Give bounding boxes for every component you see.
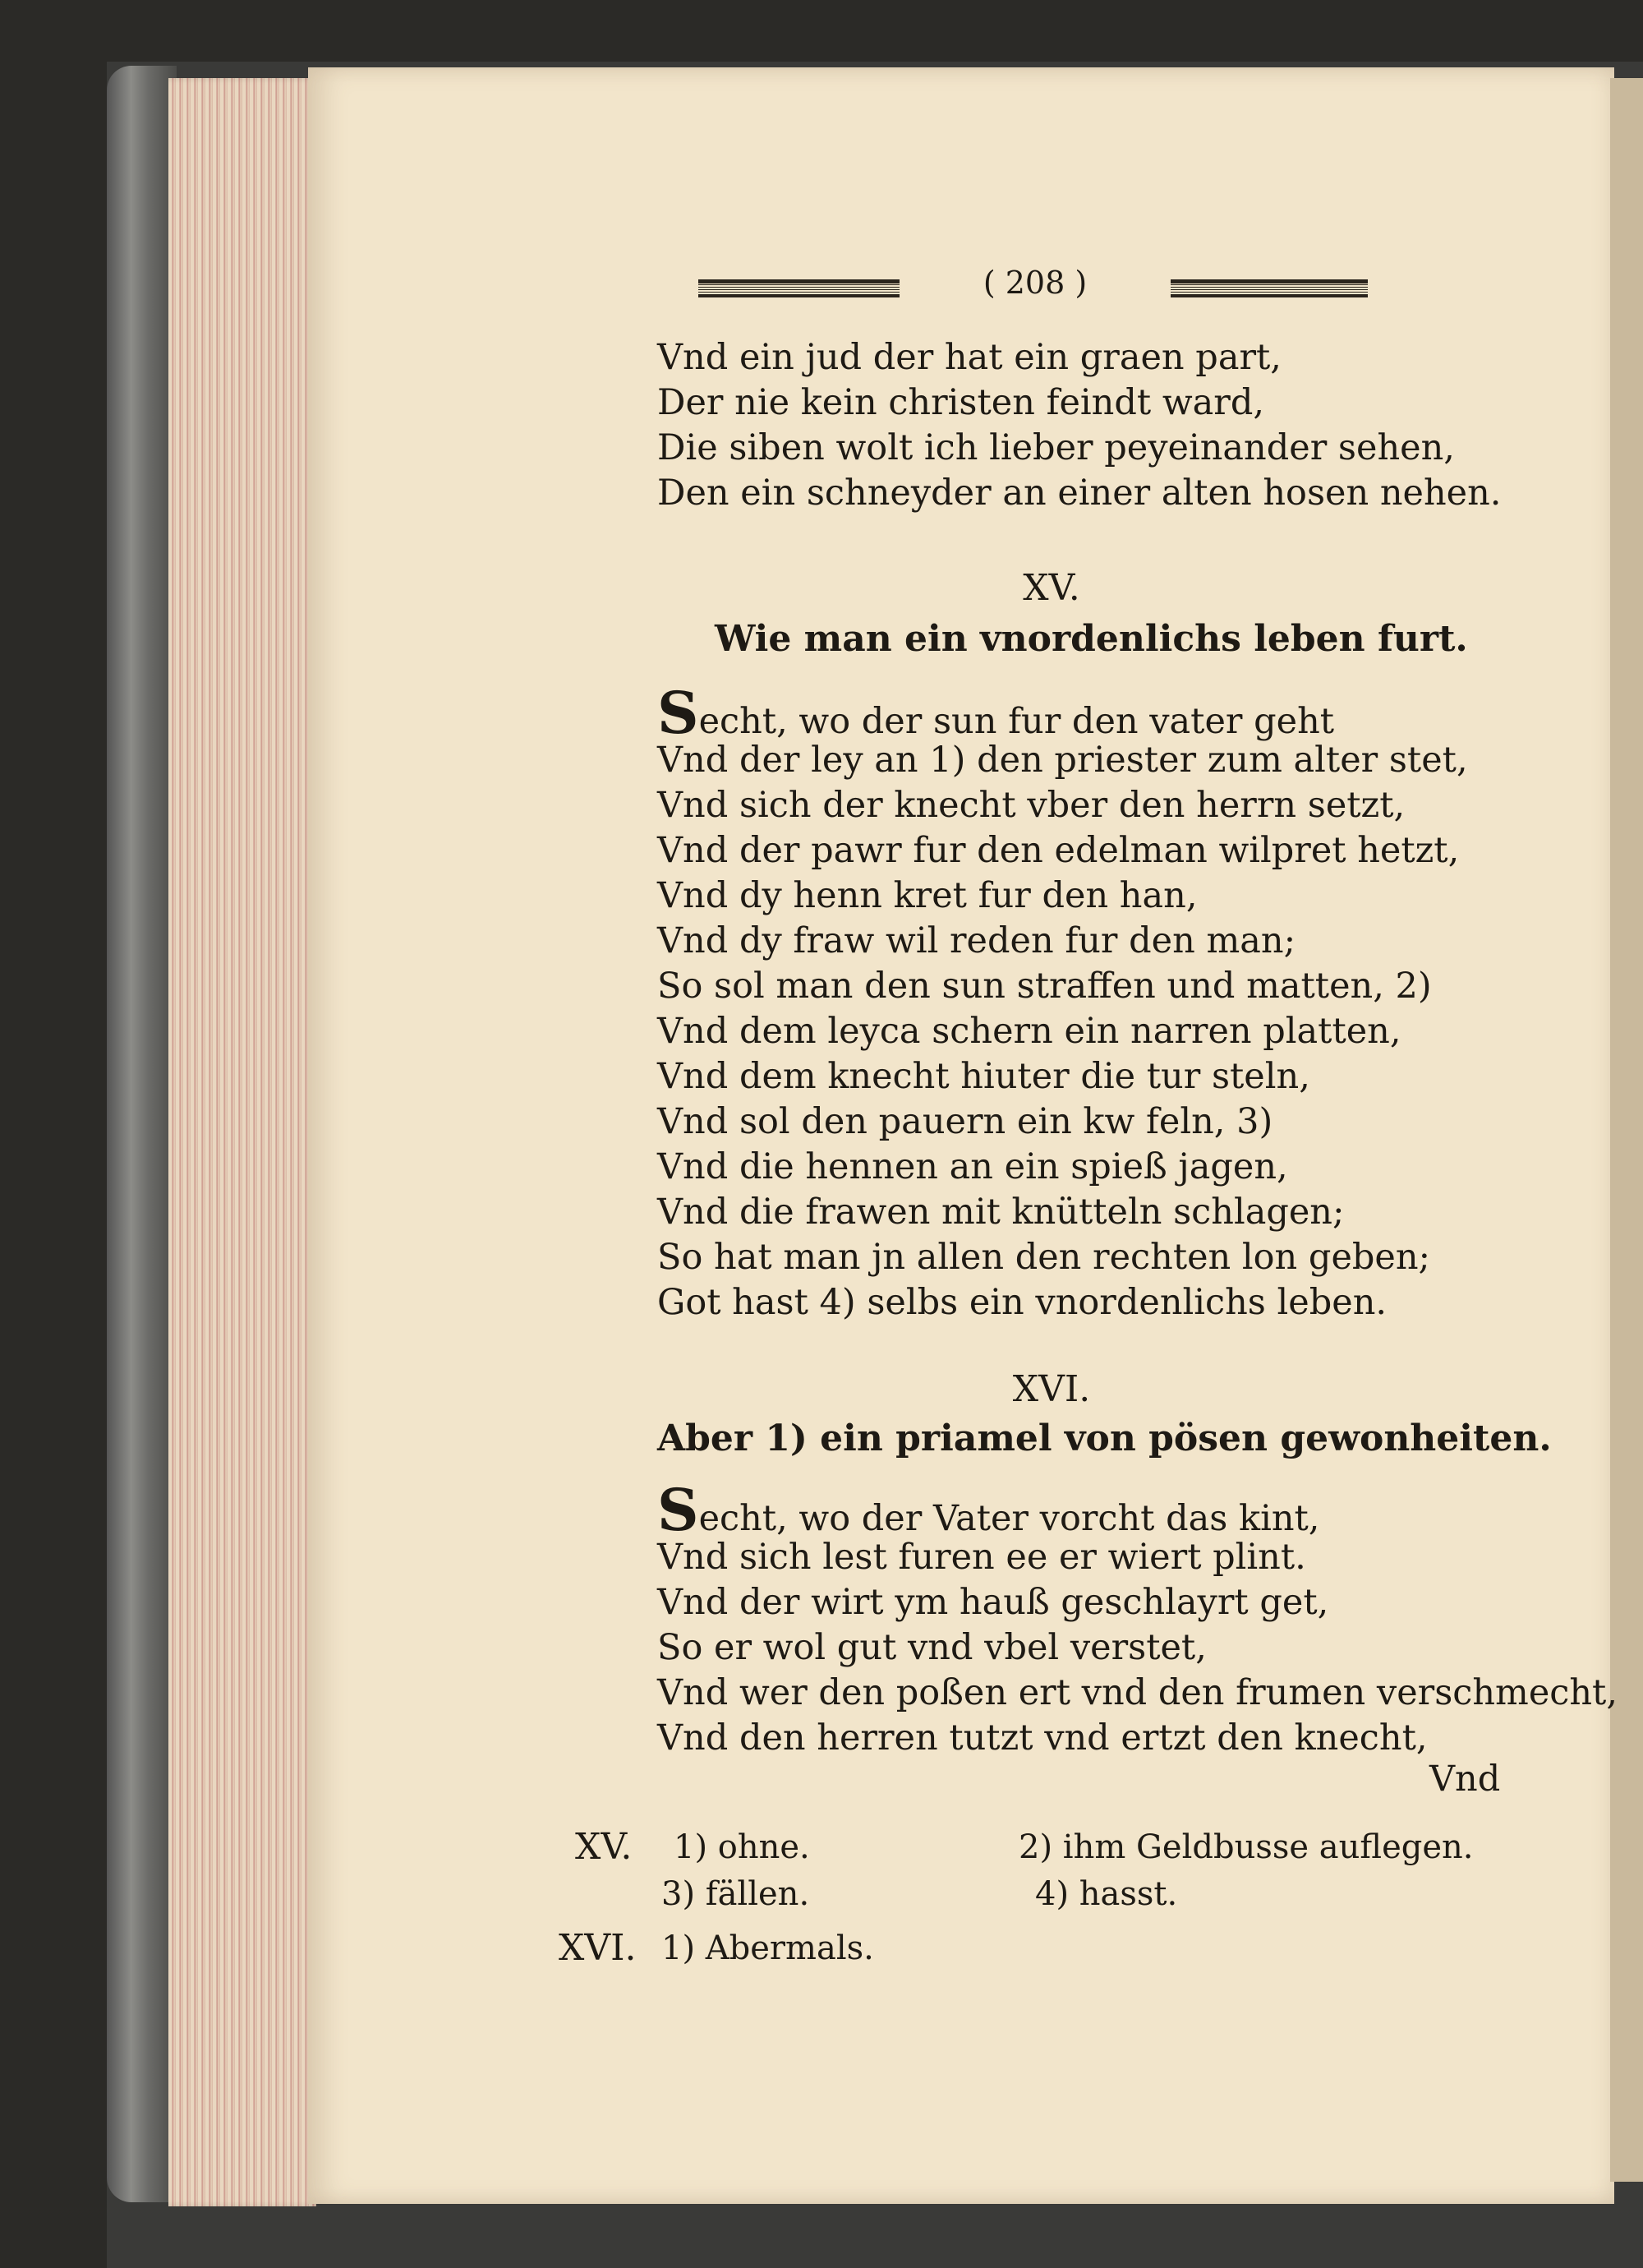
verse-line: Der nie kein christen feindt ward, — [657, 382, 1265, 423]
verse-line: Vnd die frawen mit knütteln schlagen; — [657, 1192, 1345, 1233]
catchword: Vnd — [1429, 1759, 1501, 1800]
verse-line: So sol man den sun straffen und matten, 2) — [657, 966, 1432, 1007]
footnote: 1) ohne. — [674, 1828, 810, 1866]
verse-line: So er wol gut vnd vbel verstet, — [657, 1627, 1207, 1668]
verse-line: Vnd der pawr fur den edelman wilpret hetzt, — [657, 830, 1460, 871]
verse-line: Vnd ein jud der hat ein graen part, — [657, 337, 1282, 378]
verse-line: Den ein schneyder an einer alten hosen nehen. — [657, 472, 1502, 514]
verse-line: Got hast 4) selbs ein vnordenlichs leben. — [657, 1282, 1388, 1323]
verse-line: Vnd der wirt ym hauß geschlayrt get, — [657, 1582, 1329, 1623]
verse-line-rest: echt, wo der Vater vorcht das kint, — [698, 1498, 1320, 1539]
drop-cap: S — [657, 679, 699, 747]
verse-line-rest: echt, wo der sun fur den vater geht — [698, 701, 1335, 742]
verse-line: Vnd sol den pauern ein kw feln, 3) — [657, 1101, 1273, 1142]
footnote-label: XV. — [575, 1826, 633, 1868]
footnote-label: XVI. — [559, 1927, 637, 1969]
verse-line: Vnd die hennen an ein spieß jagen, — [657, 1146, 1288, 1187]
verse-line: Vnd dy henn kret fur den han, — [657, 875, 1198, 916]
verse-line: Vnd der ley an 1) den priester zum alter stet, — [657, 740, 1468, 781]
verse-line: Vnd sich der knecht vber den herrn setzt, — [657, 785, 1406, 826]
verse-line: Vnd wer den poßen ert vnd den frumen verschmecht, — [657, 1672, 1618, 1713]
verse-line: Vnd dem leyca schern ein narren platten, — [657, 1011, 1401, 1052]
drop-cap: S — [657, 1476, 699, 1544]
section-title: Aber 1) ein priamel von pösen gewonheiten. — [657, 1418, 1552, 1459]
header-rule-left — [698, 279, 900, 297]
header-rule-right — [1171, 279, 1368, 297]
section-number: XV. — [1023, 567, 1080, 609]
verse-line: Vnd den herren tutzt vnd ertzt den knecht, — [657, 1717, 1428, 1759]
verse-line-first — [657, 679, 1335, 747]
book-cover-edge — [107, 66, 177, 2202]
page-stack-edge — [168, 78, 316, 2206]
verse-line: Die siben wolt ich lieber peyeinander sehen, — [657, 427, 1455, 468]
footnote: 4) hasst. — [1035, 1875, 1178, 1913]
verse-line: Vnd sich lest furen ee er wiert plint. — [657, 1537, 1306, 1578]
footnote: 1) Abermals. — [661, 1929, 874, 1967]
page-number: ( 208 ) — [983, 265, 1088, 301]
facing-page-edge — [1610, 78, 1643, 2182]
verse-line: Vnd dem knecht hiuter die tur steln, — [657, 1056, 1310, 1097]
verse-line-first — [657, 1476, 1320, 1544]
footnote: 2) ihm Geldbusse auflegen. — [1019, 1828, 1474, 1866]
verse-line: Vnd dy fraw wil reden fur den man; — [657, 920, 1296, 961]
verse-line: So hat man jn allen den rechten lon geben; — [657, 1237, 1431, 1278]
section-title: Wie man ein vnordenlichs leben furt. — [715, 618, 1468, 660]
section-number: XVI. — [1012, 1368, 1091, 1410]
footnote: 3) fällen. — [661, 1875, 810, 1913]
